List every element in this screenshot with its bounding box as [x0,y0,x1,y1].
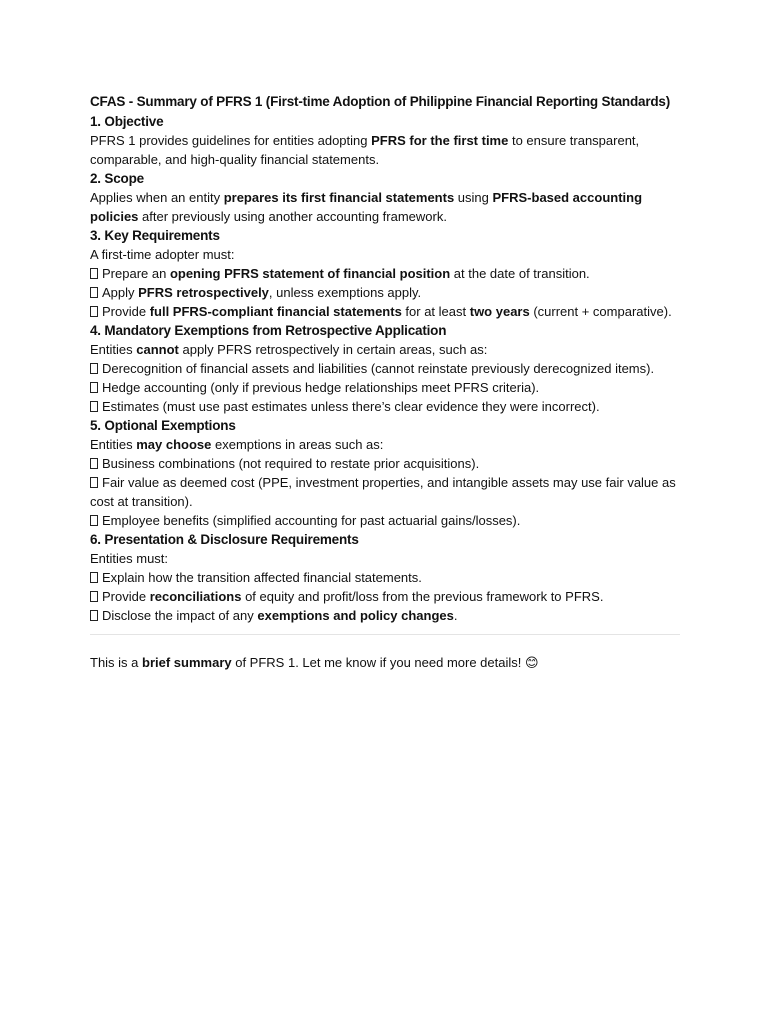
list-item-bold: two years [469,304,530,319]
smiley-emoji-icon: 😊 [524,655,539,670]
missing-glyph-icon [90,382,98,393]
list-item [90,568,680,587]
list-item-bold: exemptions and policy changes [257,608,454,623]
scope-text-2: using [454,190,493,205]
list-item-text: Disclose the impact of any [102,608,258,623]
missing-glyph-icon [90,268,98,279]
presentation-intro: Entities must: [90,551,169,566]
missing-glyph-icon [90,306,98,317]
list-item [90,359,680,378]
objective-bold-1: PFRS for the first time [371,133,509,148]
section-heading-optional-exemptions: 5. Optional Exemptions [90,418,236,433]
intro-text: Entities [90,437,137,452]
intro-text: apply PFRS retrospectively in certain areas, such as: [178,342,488,357]
document-page [90,92,680,672]
objective-text-2: to ensure transparent, comparable, and high-quality financial statements. [90,133,640,167]
list-item [90,378,680,397]
missing-glyph-icon [90,591,98,602]
list-item-bold: PFRS retrospectively [138,285,269,300]
list-item-text: Explain how the transition affected financial statements. [102,570,422,585]
missing-glyph-icon [90,515,98,526]
intro-bold: cannot [136,342,179,357]
list-item-text: Prepare an [102,266,170,281]
key-requirements-intro: A first-time adopter must: [90,247,235,262]
section-heading-presentation-disclosure: 6. Presentation & Disclosure Requirements [90,532,359,547]
missing-glyph-icon [90,458,98,469]
list-item-text: (current + comparative). [529,304,672,319]
list-item-text: Provide [102,589,150,604]
list-item [90,283,680,302]
objective-text-1: PFRS 1 provides guidelines for entities adopting [90,133,372,148]
list-item [90,511,680,530]
list-item-text: of equity and profit/loss from the previous framework to PFRS. [241,589,604,604]
list-item-bold: full PFRS-compliant financial statements [149,304,402,319]
objective-paragraph [90,131,680,169]
list-item-text: at the date of transition. [450,266,590,281]
missing-glyph-icon [90,287,98,298]
list-item [90,606,680,625]
list-item-text: Hedge accounting (only if previous hedge relationships meet PFRS criteria). [102,380,540,395]
scope-bold-1: prepares its first financial statements [223,190,455,205]
list-item-text: Estimates (must use past estimates unless there’s clear evidence they were incorrect). [102,399,600,414]
intro-bold: may choose [136,437,212,452]
missing-glyph-icon [90,363,98,374]
list-item [90,587,680,606]
intro-text: Entities [90,342,137,357]
list-item-text: for at least [401,304,470,319]
list-item-text: Provide [102,304,150,319]
scope-text-3: after previously using another accounting framework. [138,209,447,224]
list-item-bold: opening PFRS statement of financial position [169,266,451,281]
section-heading-key-requirements: 3. Key Requirements [90,228,220,243]
closing-bold: brief summary [142,655,232,670]
optional-intro [90,435,680,454]
scope-paragraph [90,188,680,226]
list-item-text: Business combinations (not required to restate prior acquisitions). [102,456,480,471]
section-heading-objective: 1. Objective [90,114,164,129]
intro-text: exemptions in areas such as: [211,437,384,452]
closing-text: This is a [90,655,143,670]
list-item-text: Employee benefits (simplified accounting for past actuarial gains/losses). [102,513,521,528]
closing-text: of PFRS 1. Let me know if you need more details! [231,655,525,670]
list-item [90,302,680,321]
scope-bold-2: PFRS-based accounting policies [90,190,643,224]
list-item [90,473,680,511]
scope-text-1: Applies when an entity [90,190,224,205]
missing-glyph-icon [90,401,98,412]
horizontal-divider [90,634,680,635]
list-item [90,264,680,283]
list-item-bold: reconciliations [149,589,242,604]
missing-glyph-icon [90,572,98,583]
list-item [90,397,680,416]
missing-glyph-icon [90,610,98,621]
section-heading-scope: 2. Scope [90,171,144,186]
section-heading-mandatory-exemptions: 4. Mandatory Exemptions from Retrospective Application [90,323,447,338]
closing-paragraph [90,653,680,672]
mandatory-intro [90,340,680,359]
list-item [90,454,680,473]
document-title: CFAS - Summary of PFRS 1 (First-time Adoption of Philippine Financial Reporting Standards) [90,94,671,109]
list-item-text: Apply [102,285,139,300]
list-item-text: Derecognition of financial assets and liabilities (cannot reinstate previously derecognized items). [102,361,655,376]
missing-glyph-icon [90,477,98,488]
list-item-text: , unless exemptions apply. [268,285,422,300]
list-item-text: Fair value as deemed cost (PPE, investment properties, and intangible assets may use fair value as cost at transition). [90,475,676,509]
list-item-text: . [453,608,458,623]
